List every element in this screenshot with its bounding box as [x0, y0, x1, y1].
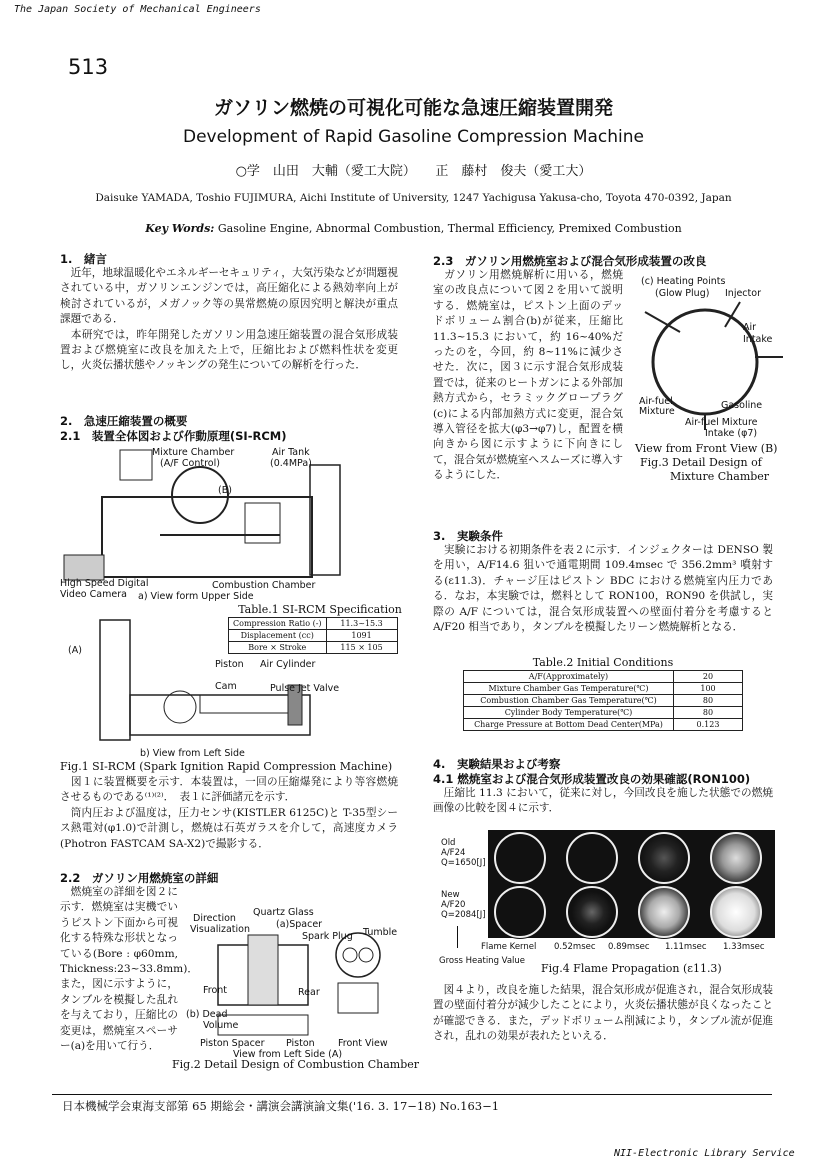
- fig1-label-aircyl: Air Cylinder: [260, 659, 316, 670]
- fig1-label-airtank-p: (0.4MPa): [270, 458, 312, 469]
- sec2-p2: 筒内圧および温度は，圧力センサ(KISTLER 6125C)と T-35型シース熱電対(φ1.0)で計測し，燃焼は石英ガラスを介して，高速度カメラ(Photron FASTCAM SA-X2)で撮影する．: [60, 806, 398, 850]
- fig3-label-glow: (Glow Plug): [655, 288, 710, 299]
- table-cell: 80: [674, 695, 743, 707]
- title-en: Development of Rapid Gasoline Compression Machine: [182, 127, 644, 147]
- table1: [228, 617, 398, 654]
- table-cell: 1091: [326, 630, 397, 642]
- fig2-tumble1: [343, 948, 357, 962]
- fig4-frame-old-4: [710, 832, 762, 884]
- fig2-label-visual: Visualization: [190, 924, 251, 935]
- fig4-frame-new-4: [710, 886, 762, 938]
- sec1-heading: 1. 緒言: [60, 252, 107, 266]
- fig3-label-afmix1: Air-fuel: [639, 396, 673, 407]
- table-cell: 100: [674, 683, 743, 695]
- fig1-air-tank: [245, 503, 280, 543]
- fig1-side-frame: [100, 620, 130, 740]
- fig3-caption3: Mixture Chamber: [670, 470, 770, 483]
- fig1-label-a: (A): [68, 645, 82, 656]
- fig1-label-view-b: b) View from Left Side: [140, 748, 245, 759]
- fig4-frame-old-3: [638, 832, 690, 884]
- fig2-label-view-left: View from Left Side (A): [233, 1049, 343, 1060]
- table-row: [464, 671, 743, 683]
- fig1-side-plate: [310, 465, 340, 575]
- sec4-p2: 図４より，改良を施した結果，混合気形成が促進され，混合気形成装置の壁面付着分が減少したことにより，火炎伝播状態が良くなったことが確認できる．また，デッドボリューム削減により，タンブル流が促進され，乱れの効果が表れたといえる．: [433, 984, 773, 1043]
- keywords-label: Key Words:: [145, 222, 215, 235]
- fig1-label-combustion: Combustion Chamber: [212, 580, 316, 591]
- sec22-heading: 2.2 ガソリン用燃焼室の詳細: [60, 871, 219, 885]
- fig2-label-front-view: Front View: [338, 1038, 388, 1049]
- fig1-label-b: (B): [218, 485, 232, 496]
- fig3-drawing: [635, 272, 785, 497]
- fig1-label-pulse: Pulse Jet Valve: [270, 683, 340, 694]
- sec2-heading: 2. 急速圧縮装置の概要: [60, 414, 188, 428]
- fig2-drawing: [178, 905, 400, 1065]
- fig4-arrow: [457, 926, 458, 948]
- fig2-label-direction: Direction: [193, 913, 236, 924]
- fig1-air-cylinder: [200, 695, 290, 713]
- fig2-label-spark: Spark Plug: [302, 931, 353, 942]
- fig4-frame-new-2: [566, 886, 618, 938]
- fig4-old-labels: [441, 838, 486, 868]
- authors-ja: ○学 山田 大輔（愛工大院） 正 藤村 俊夫（愛工大）: [235, 164, 592, 179]
- fig4-old2: A/F24: [441, 848, 466, 858]
- table2: [463, 670, 743, 731]
- table-row: [464, 683, 743, 695]
- fig3-label-intake: Intake: [743, 334, 773, 345]
- sec1-p2: 本研究では，昨年開発したガソリン用急速圧縮装置の混合気形成装置および燃焼室に改良を加えた上で，圧縮比および燃料性状を変更し，火炎伝播状態やノッキングの発生についての解析を行った．: [60, 328, 398, 372]
- fig2-label-front: Front: [203, 985, 228, 996]
- sec22-p1: 燃焼室の詳細を図２に示す．燃焼室は実機でいうピストン下面から可視化する特殊な形状となっている(Bore : φ60mm, Thickness:23~33.8mm)．また，図に示すように，タンブルを模擬した乱れを与えており，圧縮比の変更は，燃焼室スペーサー(a)を用いて行う．: [60, 886, 198, 1053]
- sec2-p1: 図１に装置概要を示す．本装置は，一回の圧縮爆発により等容燃焼させるものである⁽¹⁾⁽²⁾． 表１に評価諸元を示す．: [60, 776, 398, 804]
- fig1-label-airtank: Air Tank: [272, 447, 310, 458]
- table-cell: Mixture Chamber Gas Temperature(℃): [464, 683, 674, 695]
- fig4-kernel: Flame Kernel: [481, 942, 537, 952]
- fig3-label-afmix2: Mixture: [639, 406, 675, 417]
- sec41-heading: 4.1 燃焼室および混合気形成装置改良の効果確認(RON100): [433, 772, 751, 786]
- fig4-t2: 0.89msec: [608, 942, 650, 952]
- fig2-front-base: [338, 983, 378, 1013]
- table-cell: Displacement (cc): [229, 630, 327, 642]
- sec23-heading: 2.3 ガソリン用燃焼室および混合気形成装置の改良: [433, 254, 707, 268]
- fig1-label-cam: Cam: [215, 681, 237, 692]
- footer-proceedings: 日本機械学会東海支部第 65 期総会・講演会講演論文集('16. 3. 17−18) No.163−1: [62, 1099, 500, 1113]
- fig4-t3: 1.11msec: [665, 942, 707, 952]
- fig2-label-tumble: Tumble: [363, 927, 398, 938]
- fig2-label-rear: Rear: [298, 987, 320, 998]
- sec2-body: [60, 775, 398, 852]
- fig1-label-camera2: Video Camera: [60, 589, 127, 600]
- fig2-label-volume: Volume: [203, 1020, 239, 1031]
- fig3-label-injector: Injector: [725, 288, 761, 299]
- fig3-label-afmi2: Intake (φ7): [705, 428, 758, 439]
- fig4-new2: A/F20: [441, 900, 466, 910]
- fig4-new-labels: [441, 890, 486, 920]
- fig1-label-piston: Piston: [215, 659, 244, 670]
- table-cell: Bore × Stroke: [229, 642, 327, 654]
- fig4-new3: Q=2084[J]: [441, 910, 486, 920]
- footer-rule: [52, 1094, 772, 1095]
- fig3-label-air: Air: [743, 322, 757, 333]
- table2-title: Table.2 Initial Conditions: [532, 656, 674, 669]
- fig2-caption: Fig.2 Detail Design of Combustion Chamber: [172, 1058, 420, 1071]
- sec4-p1: 圧縮比 11.3 において，従来に対し，今回改良を施した状態での燃焼画像の比較を図４に示す．: [433, 787, 773, 815]
- fig4-frame-new-3: [638, 886, 690, 938]
- fig4-frame-old-1: [494, 832, 546, 884]
- affiliation-en: Daisuke YAMADA, Toshio FUJIMURA, Aichi Institute of University, 1247 Yachigusa Yakusa-cho, Toyota 470-0392, Japan: [95, 192, 732, 204]
- fig2-label-dead: (b) Dead: [186, 1009, 228, 1020]
- fig4-new1: New: [441, 890, 460, 900]
- fig1-label-af: (A/F Control): [160, 458, 220, 469]
- table-cell: Combustion Chamber Gas Temperature(℃): [464, 695, 674, 707]
- fig1-caption: Fig.1 SI-RCM (Spark Ignition Rapid Compression Machine): [60, 760, 393, 773]
- table-cell: Compression Ratio (-): [229, 618, 327, 630]
- sec1-p1: 近年，地球温暖化やエネルギーセキュリティ，大気汚染などが問題視されている中，ガソリンエンジンでは，高圧縮化による熱効率向上が検討されているが，メガノック等の異常燃焼の原因究明と解決が重点課題である．: [60, 267, 398, 326]
- fig2-label-piston: Piston: [286, 1038, 315, 1049]
- fig4-t4: 1.33msec: [723, 942, 765, 952]
- fig4-image-panel: [488, 830, 775, 938]
- fig2-tumble2: [359, 948, 373, 962]
- table-cell: Cylinder Body Temperature(℃): [464, 707, 674, 719]
- sec3-heading: 3. 実験条件: [433, 529, 503, 543]
- keywords: [0, 222, 827, 235]
- keywords-text: Gasoline Engine, Abnormal Combustion, Thermal Efficiency, Premixed Combustion: [214, 222, 682, 235]
- fig4-gross: Gross Heating Value: [439, 956, 526, 966]
- table-row: [464, 719, 743, 731]
- fig3-label-gasoline: Gasoline: [721, 400, 763, 411]
- title-ja: ガソリン燃焼の可視化可能な急速圧縮装置開発: [213, 97, 613, 119]
- sec3-p1: 実験における初期条件を表２に示す．インジェクターは DENSO 製を用い，A/F14.6 狙いで通電期間 109.4msec で 356.2mm³ 噴射する(ε11.3)．チャージ圧はピストン BDC における燃焼室内圧力である．なお，本実験では，燃料として RON100，RON90 を供試し，実際の A/F については，混合気形成装置への壁面付着分を考慮すると A/F20 相当であり，タンブルを模擬したリーン燃焼解析となる．: [433, 544, 773, 634]
- table-cell: 80: [674, 707, 743, 719]
- table-cell: 0.123: [674, 719, 743, 731]
- fig4-frame-new-1: [494, 886, 546, 938]
- fig4-t1: 0.52msec: [554, 942, 596, 952]
- fig1-mixture-box: [120, 450, 152, 480]
- table-row: [229, 642, 398, 654]
- sec4-heading: 4. 実験結果および考察: [433, 757, 561, 771]
- fig3-caption1: View from Front View (B): [635, 442, 778, 455]
- fig3-label-afmi1: Air-fuel Mixture: [685, 417, 758, 428]
- sec23-p1: ガソリン用燃焼解析に用いる，燃焼室の改良点について図２を用いて説明する．燃焼室は，ピストン上面のデッドボリューム割合(b)が従来，圧縮比 11.3~15.3 において，約 16~40%だったのを，今回，約 8~11%に減少させた．次に，図３に示す混合気形成装置では，従来のヒートガンによる外部加熱方式から，セラミックグロープラグ(c)による内部加熱方式に変更，混合気導入管径を拡大(φ3→φ7)し，配置を横向きから図に示すように下向きにして，混合気が燃焼室へスムーズに導入するようにした．: [433, 269, 623, 482]
- sec21-heading: 2.1 装置全体図および作動原理(SI-RCM): [60, 429, 287, 443]
- fig4-caption: Fig.4 Flame Propagation (ε11.3): [541, 962, 722, 975]
- fig2-label-quartz: Quartz Glass: [253, 907, 314, 918]
- fig3-caption2: Fig.3 Detail Design of: [640, 456, 762, 469]
- fig3-glow-pipe: [645, 312, 680, 332]
- fig1-label-camera1: High Speed Digital: [60, 578, 149, 589]
- paper-number: 513: [68, 55, 109, 79]
- table1-title: Table.1 SI-RCM Specification: [238, 603, 402, 616]
- fig4-frame-old-2: [566, 832, 618, 884]
- fig4-old3: Q=1650[J]: [441, 858, 486, 868]
- footer-service: NII-Electronic Library Service: [614, 1148, 795, 1159]
- fig2-label-piston-spacer: Piston Spacer: [200, 1038, 265, 1049]
- fig1-camera: [64, 555, 104, 580]
- fig4-old1: Old: [441, 838, 456, 848]
- table-row: [229, 618, 398, 630]
- fig2-quartz: [248, 935, 278, 1005]
- fig1-label-view-a: a) View form Upper Side: [138, 591, 254, 602]
- fig1-cam: [164, 691, 196, 723]
- table-cell: 115 × 105: [326, 642, 397, 654]
- fig1-base: [130, 695, 310, 735]
- table-cell: 20: [674, 671, 743, 683]
- fig3-label-heating: (c) Heating Points: [641, 276, 726, 287]
- table-row: [464, 707, 743, 719]
- society-header: The Japan Society of Mechanical Engineers: [14, 4, 261, 15]
- table-cell: A/F(Approximately): [464, 671, 674, 683]
- table-cell: Charge Pressure at Bottom Dead Center(MPa): [464, 719, 674, 731]
- fig1-label-mixture: Mixture Chamber: [152, 447, 235, 458]
- table-row: [229, 630, 398, 642]
- table-cell: 11.3~15.3: [326, 618, 397, 630]
- sec1-body: [60, 266, 398, 374]
- fig4-drawing: [433, 826, 778, 976]
- table-row: [464, 695, 743, 707]
- fig2-label-spacer: (a)Spacer: [276, 919, 323, 930]
